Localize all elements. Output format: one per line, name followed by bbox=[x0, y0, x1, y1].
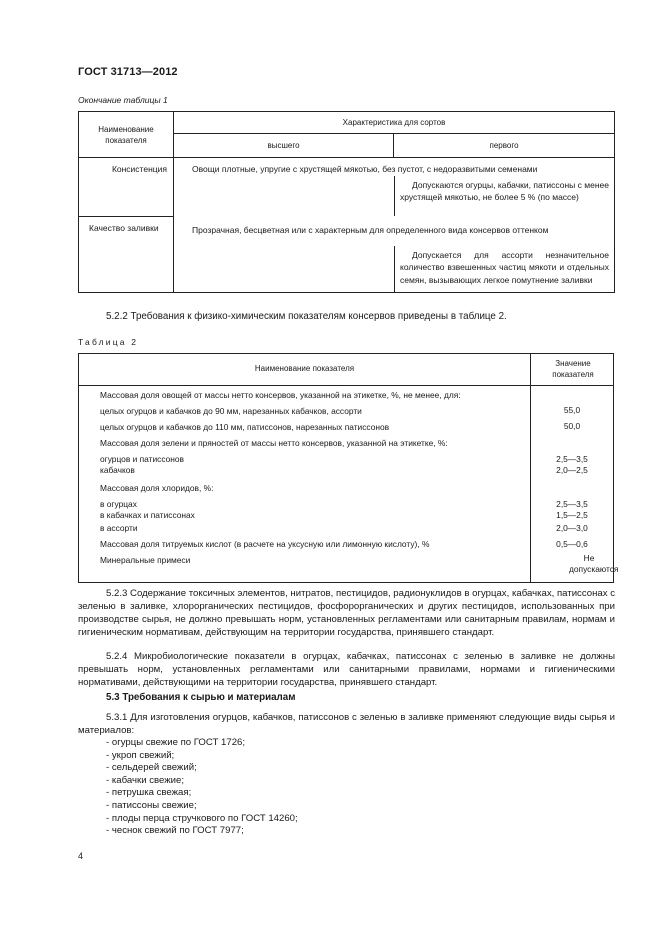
table2-row-value: 0,5—0,6 bbox=[556, 539, 588, 549]
table1-row-second-note: Допускается для ассорти незначительное количество взвешенных частиц мякоти и отдельных семян, вызывающих легкое помутнение заливки bbox=[400, 250, 610, 285]
list-item: - укроп свежий; bbox=[106, 750, 506, 763]
table2-row-value: 55,0 bbox=[563, 405, 581, 415]
list-item: - огурцы свежие по ГОСТ 1726; bbox=[106, 737, 506, 750]
table1 bbox=[78, 111, 615, 293]
table2-caption: Таблица 2 bbox=[78, 337, 139, 347]
table2-row-name: Минеральные примеси bbox=[100, 555, 191, 565]
table2-row-value: 2,0—2,5 bbox=[556, 465, 588, 475]
materials-list bbox=[106, 737, 506, 838]
table2-row-name: в огурцах bbox=[100, 499, 137, 509]
page-number: 4 bbox=[78, 851, 84, 861]
list-item: - сельдерей свежий; bbox=[106, 762, 506, 775]
list-item: - кабачки свежие; bbox=[106, 775, 506, 788]
table1-col-group: Характеристика для сортов bbox=[174, 112, 615, 134]
table1-row-name: Качество заливки bbox=[79, 216, 174, 293]
table1-col-grade1: высшего bbox=[174, 134, 394, 158]
table2 bbox=[78, 353, 619, 583]
table2-row-value: 50,0 bbox=[563, 421, 581, 431]
list-item: - патиссоны свежие; bbox=[106, 800, 506, 813]
table2-row-name: Массовая доля зелени и пряностей от массы нетто консервов, указанной на этикетке, %: bbox=[100, 438, 448, 448]
table2-row-value: 2,5—3,5 bbox=[556, 454, 588, 464]
table1-caption: Окончание таблицы 1 bbox=[78, 95, 168, 105]
table2-row-value: 2,5—3,5 bbox=[556, 499, 588, 509]
table1-row bbox=[79, 216, 615, 293]
list-item: - петрушка свежая; bbox=[106, 787, 506, 800]
table2-row-name: в кабачках и патиссонах bbox=[100, 510, 195, 520]
list-item: - плоды перца стручкового по ГОСТ 14260; bbox=[106, 813, 506, 826]
paragraph-5-2-3: 5.2.3 Содержание токсичных элементов, нитратов, пестицидов, радионуклидов в огурцах, кабачках, патиссонах с зеленью в заливке, хлорорганических пестицидов, фосфорорганических и других пестицидов, использованных при производстве сырья, не должно превышать норм, установленных регламентами или санитарным правилам, нормам и гигиеническим нормативам, действующим на территории государства, принявшего стандарт. bbox=[78, 588, 615, 639]
table2-row-name: Массовая доля овощей от массы нетто консервов, указанной на этикетке, %, не менее, для: bbox=[100, 390, 461, 400]
table2-row-name: Массовая доля хлоридов, %: bbox=[100, 483, 214, 493]
table1-col-grade2: первого bbox=[394, 134, 615, 158]
table1-row-common: Овощи плотные, упругие с хрустящей мякотью, без пустот, с недоразвитыми семенами bbox=[192, 164, 538, 174]
table1-row bbox=[79, 158, 615, 217]
table1-row-second-note: Допускаются огурцы, кабачки, патиссоны с менее хрустящей мякотью, не более 5 % (по массе) bbox=[400, 180, 610, 202]
table2-col-value: Значение показателя bbox=[552, 359, 594, 379]
table1-row-common: Прозрачная, бесцветная или с характерным для определенного вида консервов оттенком bbox=[192, 225, 549, 235]
document-header: ГОСТ 31713—2012 bbox=[78, 66, 178, 78]
table2-row-name: Массовая доля титруемых кислот (в расчете на уксусную или лимонную кислоту), % bbox=[100, 539, 430, 549]
section-heading-5-3: 5.3 Требования к сырью и материалам bbox=[106, 692, 296, 703]
table1-col-name: Наименование показателя bbox=[79, 112, 174, 158]
table2-row-value: 2,0—3,0 bbox=[556, 523, 588, 533]
table2-col-name: Наименование показателя bbox=[254, 364, 355, 373]
paragraph-5-2-2: 5.2.2 Требования к физико-химическим показателям консервов приведены в таблице 2. bbox=[106, 311, 507, 322]
paragraph-5-3-1: 5.3.1 Для изготовления огурцов, кабачков, патиссонов с зеленью в заливке применяют следующие виды сырья и материалов: bbox=[78, 712, 615, 737]
table2-row-name: целых огурцов и кабачков до 90 мм, нарезанных кабачков, ассорти bbox=[100, 406, 362, 416]
table1-row-name: Консистенция bbox=[79, 158, 174, 217]
list-item: - чеснок свежий по ГОСТ 7977; bbox=[106, 825, 506, 838]
table2-row-name: огурцов и патиссонов bbox=[100, 454, 184, 464]
paragraph-5-2-4: 5.2.4 Микробиологические показатели в огурцах, кабачках, патиссонах с зеленью в заливке не должны превышать норм, установленных регламентами или санитарными правилами, нормами и гигиеническими нормативами, действующими на территории государства, принявшего стандарт. bbox=[78, 651, 615, 689]
table2-row-value: Не допускаются bbox=[569, 553, 619, 574]
table2-row-name: кабачков bbox=[100, 465, 135, 475]
table2-row-name: целых огурцов и кабачков до 110 мм, патиссонов, нарезанных патиссонов bbox=[100, 422, 390, 432]
table2-row-name: в ассорти bbox=[100, 523, 138, 533]
table2-row-value: 1,5—2,5 bbox=[556, 510, 588, 520]
